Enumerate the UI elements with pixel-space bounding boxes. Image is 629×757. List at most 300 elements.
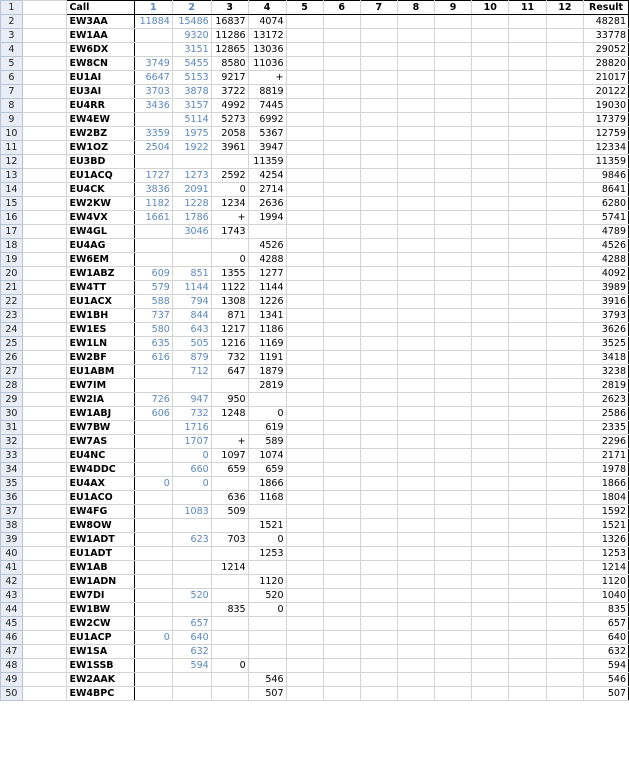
result-cell[interactable]: 1040 (584, 589, 629, 603)
period-3-cell[interactable]: 1743 (211, 225, 248, 239)
period-1-cell[interactable] (134, 673, 172, 687)
period-2-cell[interactable]: 794 (172, 295, 211, 309)
period-10-cell[interactable] (472, 337, 509, 351)
period-8-cell[interactable] (397, 57, 434, 71)
period-2-cell[interactable]: 660 (172, 463, 211, 477)
call-cell[interactable]: EW1AA (67, 29, 134, 43)
period-1-cell[interactable]: 635 (134, 337, 172, 351)
period-8-cell[interactable] (397, 43, 434, 57)
call-cell[interactable]: EW2AAK (67, 673, 134, 687)
period-8-cell[interactable] (397, 155, 434, 169)
period-11-cell[interactable] (509, 281, 546, 295)
result-cell[interactable]: 1326 (584, 533, 629, 547)
period-10-cell[interactable] (472, 169, 509, 183)
period-8-cell[interactable] (397, 645, 434, 659)
period-10-cell[interactable] (472, 645, 509, 659)
period-2-cell[interactable] (172, 253, 211, 267)
period-6-cell[interactable] (323, 505, 360, 519)
period-7-cell[interactable] (360, 127, 397, 141)
period-11-cell[interactable] (509, 29, 546, 43)
period-2-cell[interactable]: 1083 (172, 505, 211, 519)
period-12-cell[interactable] (546, 29, 583, 43)
period-8-cell[interactable] (397, 561, 434, 575)
result-cell[interactable]: 2586 (584, 407, 629, 421)
period-4-cell[interactable]: 13036 (248, 43, 286, 57)
period-12-cell[interactable] (546, 337, 583, 351)
call-cell[interactable]: EU1ACQ (67, 169, 134, 183)
row-header[interactable]: 25 (1, 337, 23, 351)
period-11-cell[interactable] (509, 337, 546, 351)
period-11-cell[interactable] (509, 239, 546, 253)
period-10-cell[interactable] (472, 351, 509, 365)
period-3-cell[interactable] (211, 575, 248, 589)
period-2-cell[interactable]: 1228 (172, 197, 211, 211)
period-5-cell[interactable] (286, 57, 323, 71)
period-4-cell[interactable]: 11036 (248, 57, 286, 71)
period-9-cell[interactable] (434, 589, 471, 603)
period-1-cell[interactable]: 11884 (134, 15, 172, 29)
result-cell[interactable]: 507 (584, 687, 629, 701)
period-3-cell[interactable]: 871 (211, 309, 248, 323)
row-header[interactable]: 7 (1, 85, 23, 99)
row-header[interactable]: 38 (1, 519, 23, 533)
period-10-cell[interactable] (472, 113, 509, 127)
empty-cell[interactable] (22, 477, 67, 491)
period-6-cell[interactable] (323, 141, 360, 155)
period-11-cell[interactable] (509, 421, 546, 435)
period-4-cell[interactable]: 619 (248, 421, 286, 435)
row-header[interactable]: 10 (1, 127, 23, 141)
period-8-cell[interactable] (397, 421, 434, 435)
period-3-cell[interactable]: 3961 (211, 141, 248, 155)
period-6-cell[interactable] (323, 113, 360, 127)
empty-cell[interactable] (22, 253, 67, 267)
empty-cell[interactable] (22, 295, 67, 309)
period-4-cell[interactable]: 1253 (248, 547, 286, 561)
period-3-cell[interactable] (211, 631, 248, 645)
period-9-cell[interactable] (434, 141, 471, 155)
period-11-cell[interactable] (509, 141, 546, 155)
period-4-cell[interactable]: 1341 (248, 309, 286, 323)
row-header[interactable]: 17 (1, 225, 23, 239)
period-9-cell[interactable] (434, 477, 471, 491)
period-12-cell[interactable] (546, 183, 583, 197)
period-2-cell[interactable]: 632 (172, 645, 211, 659)
period-4-cell[interactable]: 2636 (248, 197, 286, 211)
period-10-cell[interactable] (472, 309, 509, 323)
period-6-cell[interactable] (323, 519, 360, 533)
period-5-cell[interactable] (286, 533, 323, 547)
empty-cell[interactable] (22, 687, 67, 701)
period-1-cell[interactable] (134, 379, 172, 393)
period-2-cell[interactable]: 851 (172, 267, 211, 281)
period-2-cell[interactable]: 947 (172, 393, 211, 407)
period-header-10[interactable]: 10 (472, 1, 509, 15)
period-12-cell[interactable] (546, 617, 583, 631)
empty-cell[interactable] (22, 197, 67, 211)
period-12-cell[interactable] (546, 687, 583, 701)
period-5-cell[interactable] (286, 239, 323, 253)
period-1-cell[interactable]: 606 (134, 407, 172, 421)
period-8-cell[interactable] (397, 169, 434, 183)
period-4-cell[interactable]: 4288 (248, 253, 286, 267)
row-header[interactable]: 35 (1, 477, 23, 491)
period-header-11[interactable]: 11 (509, 1, 546, 15)
period-11-cell[interactable] (509, 617, 546, 631)
period-3-cell[interactable]: 1122 (211, 281, 248, 295)
empty-cell[interactable] (22, 127, 67, 141)
empty-cell[interactable] (22, 337, 67, 351)
period-9-cell[interactable] (434, 673, 471, 687)
period-6-cell[interactable] (323, 15, 360, 29)
result-cell[interactable]: 3793 (584, 309, 629, 323)
period-2-cell[interactable] (172, 687, 211, 701)
period-2-cell[interactable]: 844 (172, 309, 211, 323)
period-11-cell[interactable] (509, 365, 546, 379)
period-5-cell[interactable] (286, 351, 323, 365)
period-9-cell[interactable] (434, 379, 471, 393)
period-12-cell[interactable] (546, 673, 583, 687)
empty-cell[interactable] (22, 589, 67, 603)
empty-cell[interactable] (22, 239, 67, 253)
period-10-cell[interactable] (472, 197, 509, 211)
period-6-cell[interactable] (323, 645, 360, 659)
period-7-cell[interactable] (360, 197, 397, 211)
period-2-cell[interactable]: 3878 (172, 85, 211, 99)
period-6-cell[interactable] (323, 309, 360, 323)
result-cell[interactable]: 9846 (584, 169, 629, 183)
period-4-cell[interactable]: + (248, 71, 286, 85)
period-6-cell[interactable] (323, 449, 360, 463)
period-9-cell[interactable] (434, 57, 471, 71)
period-3-cell[interactable]: 509 (211, 505, 248, 519)
period-10-cell[interactable] (472, 421, 509, 435)
result-cell[interactable]: 2819 (584, 379, 629, 393)
row-header[interactable]: 5 (1, 57, 23, 71)
period-6-cell[interactable] (323, 197, 360, 211)
period-7-cell[interactable] (360, 15, 397, 29)
period-5-cell[interactable] (286, 449, 323, 463)
period-11-cell[interactable] (509, 43, 546, 57)
period-1-cell[interactable] (134, 155, 172, 169)
period-5-cell[interactable] (286, 477, 323, 491)
period-12-cell[interactable] (546, 295, 583, 309)
call-cell[interactable]: EW1BW (67, 603, 134, 617)
period-9-cell[interactable] (434, 617, 471, 631)
period-2-cell[interactable]: 712 (172, 365, 211, 379)
period-12-cell[interactable] (546, 239, 583, 253)
period-10-cell[interactable] (472, 211, 509, 225)
period-7-cell[interactable] (360, 225, 397, 239)
period-8-cell[interactable] (397, 687, 434, 701)
period-5-cell[interactable] (286, 491, 323, 505)
period-8-cell[interactable] (397, 365, 434, 379)
empty-cell[interactable] (22, 1, 67, 15)
period-3-cell[interactable]: + (211, 211, 248, 225)
period-8-cell[interactable] (397, 225, 434, 239)
period-1-cell[interactable] (134, 533, 172, 547)
period-11-cell[interactable] (509, 309, 546, 323)
period-7-cell[interactable] (360, 407, 397, 421)
period-9-cell[interactable] (434, 561, 471, 575)
period-12-cell[interactable] (546, 15, 583, 29)
row-header[interactable]: 4 (1, 43, 23, 57)
period-2-cell[interactable]: 5455 (172, 57, 211, 71)
empty-cell[interactable] (22, 659, 67, 673)
period-7-cell[interactable] (360, 57, 397, 71)
result-cell[interactable]: 1120 (584, 575, 629, 589)
period-6-cell[interactable] (323, 659, 360, 673)
period-2-cell[interactable]: 1975 (172, 127, 211, 141)
period-12-cell[interactable] (546, 659, 583, 673)
period-1-cell[interactable] (134, 421, 172, 435)
period-9-cell[interactable] (434, 183, 471, 197)
period-8-cell[interactable] (397, 519, 434, 533)
call-cell[interactable]: EU4RR (67, 99, 134, 113)
period-6-cell[interactable] (323, 617, 360, 631)
period-5-cell[interactable] (286, 155, 323, 169)
call-cell[interactable]: EU4CK (67, 183, 134, 197)
empty-cell[interactable] (22, 449, 67, 463)
period-9-cell[interactable] (434, 393, 471, 407)
period-6-cell[interactable] (323, 631, 360, 645)
period-8-cell[interactable] (397, 449, 434, 463)
period-6-cell[interactable] (323, 589, 360, 603)
period-1-cell[interactable] (134, 519, 172, 533)
period-10-cell[interactable] (472, 575, 509, 589)
period-6-cell[interactable] (323, 351, 360, 365)
period-4-cell[interactable] (248, 393, 286, 407)
row-header[interactable]: 37 (1, 505, 23, 519)
period-1-cell[interactable]: 609 (134, 267, 172, 281)
period-11-cell[interactable] (509, 267, 546, 281)
call-cell[interactable]: EW8CN (67, 57, 134, 71)
period-1-cell[interactable] (134, 449, 172, 463)
period-2-cell[interactable] (172, 673, 211, 687)
period-9-cell[interactable] (434, 631, 471, 645)
period-3-cell[interactable]: 1248 (211, 407, 248, 421)
period-4-cell[interactable]: 2819 (248, 379, 286, 393)
period-5-cell[interactable] (286, 463, 323, 477)
period-10-cell[interactable] (472, 281, 509, 295)
period-11-cell[interactable] (509, 561, 546, 575)
period-5-cell[interactable] (286, 99, 323, 113)
period-8-cell[interactable] (397, 673, 434, 687)
call-cell[interactable]: EU1ACX (67, 295, 134, 309)
row-header[interactable]: 49 (1, 673, 23, 687)
period-6-cell[interactable] (323, 365, 360, 379)
period-3-cell[interactable]: 1234 (211, 197, 248, 211)
row-header[interactable]: 44 (1, 603, 23, 617)
period-8-cell[interactable] (397, 127, 434, 141)
result-cell[interactable]: 21017 (584, 71, 629, 85)
period-4-cell[interactable] (248, 225, 286, 239)
period-3-cell[interactable]: 703 (211, 533, 248, 547)
period-10-cell[interactable] (472, 589, 509, 603)
row-header[interactable]: 23 (1, 309, 23, 323)
result-cell[interactable]: 1804 (584, 491, 629, 505)
period-3-cell[interactable]: 8580 (211, 57, 248, 71)
period-6-cell[interactable] (323, 463, 360, 477)
period-8-cell[interactable] (397, 183, 434, 197)
result-cell[interactable]: 3989 (584, 281, 629, 295)
row-header[interactable]: 3 (1, 29, 23, 43)
period-7-cell[interactable] (360, 351, 397, 365)
period-5-cell[interactable] (286, 561, 323, 575)
period-4-cell[interactable]: 8819 (248, 85, 286, 99)
empty-cell[interactable] (22, 393, 67, 407)
period-1-cell[interactable]: 588 (134, 295, 172, 309)
period-7-cell[interactable] (360, 365, 397, 379)
result-cell[interactable]: 835 (584, 603, 629, 617)
period-8-cell[interactable] (397, 505, 434, 519)
period-6-cell[interactable] (323, 407, 360, 421)
period-12-cell[interactable] (546, 71, 583, 85)
period-1-cell[interactable]: 3836 (134, 183, 172, 197)
period-12-cell[interactable] (546, 253, 583, 267)
period-1-cell[interactable]: 2504 (134, 141, 172, 155)
empty-cell[interactable] (22, 463, 67, 477)
period-12-cell[interactable] (546, 57, 583, 71)
call-cell[interactable]: EW4FG (67, 505, 134, 519)
period-3-cell[interactable]: 1214 (211, 561, 248, 575)
period-11-cell[interactable] (509, 295, 546, 309)
period-5-cell[interactable] (286, 631, 323, 645)
period-12-cell[interactable] (546, 155, 583, 169)
period-5-cell[interactable] (286, 687, 323, 701)
period-7-cell[interactable] (360, 253, 397, 267)
period-1-cell[interactable] (134, 43, 172, 57)
period-8-cell[interactable] (397, 267, 434, 281)
call-cell[interactable]: EW6EM (67, 253, 134, 267)
empty-cell[interactable] (22, 505, 67, 519)
period-9-cell[interactable] (434, 323, 471, 337)
period-2-cell[interactable] (172, 561, 211, 575)
empty-cell[interactable] (22, 547, 67, 561)
period-6-cell[interactable] (323, 99, 360, 113)
period-3-cell[interactable] (211, 239, 248, 253)
call-cell[interactable]: EW7DI (67, 589, 134, 603)
period-2-cell[interactable]: 1273 (172, 169, 211, 183)
period-2-cell[interactable]: 594 (172, 659, 211, 673)
row-header[interactable]: 41 (1, 561, 23, 575)
period-8-cell[interactable] (397, 603, 434, 617)
result-cell[interactable]: 657 (584, 617, 629, 631)
empty-cell[interactable] (22, 491, 67, 505)
period-1-cell[interactable]: 0 (134, 477, 172, 491)
period-6-cell[interactable] (323, 379, 360, 393)
period-4-cell[interactable]: 546 (248, 673, 286, 687)
period-1-cell[interactable]: 3436 (134, 99, 172, 113)
period-9-cell[interactable] (434, 15, 471, 29)
period-1-cell[interactable] (134, 505, 172, 519)
period-8-cell[interactable] (397, 337, 434, 351)
period-2-cell[interactable]: 1707 (172, 435, 211, 449)
period-8-cell[interactable] (397, 393, 434, 407)
result-cell[interactable]: 4288 (584, 253, 629, 267)
period-7-cell[interactable] (360, 99, 397, 113)
period-10-cell[interactable] (472, 57, 509, 71)
period-9-cell[interactable] (434, 225, 471, 239)
call-cell[interactable]: EU1ABM (67, 365, 134, 379)
period-9-cell[interactable] (434, 533, 471, 547)
period-11-cell[interactable] (509, 225, 546, 239)
call-cell[interactable]: EW7BW (67, 421, 134, 435)
period-10-cell[interactable] (472, 155, 509, 169)
period-5-cell[interactable] (286, 589, 323, 603)
period-2-cell[interactable]: 1922 (172, 141, 211, 155)
period-7-cell[interactable] (360, 645, 397, 659)
result-cell[interactable]: 2335 (584, 421, 629, 435)
period-1-cell[interactable] (134, 603, 172, 617)
period-12-cell[interactable] (546, 309, 583, 323)
period-9-cell[interactable] (434, 435, 471, 449)
empty-cell[interactable] (22, 561, 67, 575)
period-1-cell[interactable]: 1727 (134, 169, 172, 183)
call-cell[interactable]: EU1ADT (67, 547, 134, 561)
empty-cell[interactable] (22, 183, 67, 197)
row-header[interactable]: 46 (1, 631, 23, 645)
call-cell[interactable]: EW7IM (67, 379, 134, 393)
period-header-2[interactable]: 2 (172, 1, 211, 15)
call-cell[interactable]: EW1ADN (67, 575, 134, 589)
period-1-cell[interactable] (134, 113, 172, 127)
period-6-cell[interactable] (323, 393, 360, 407)
period-12-cell[interactable] (546, 547, 583, 561)
row-header[interactable]: 8 (1, 99, 23, 113)
period-3-cell[interactable] (211, 673, 248, 687)
period-11-cell[interactable] (509, 673, 546, 687)
period-11-cell[interactable] (509, 169, 546, 183)
period-8-cell[interactable] (397, 99, 434, 113)
period-1-cell[interactable] (134, 687, 172, 701)
empty-cell[interactable] (22, 533, 67, 547)
period-5-cell[interactable] (286, 337, 323, 351)
period-8-cell[interactable] (397, 253, 434, 267)
period-4-cell[interactable] (248, 645, 286, 659)
empty-cell[interactable] (22, 155, 67, 169)
period-7-cell[interactable] (360, 43, 397, 57)
period-10-cell[interactable] (472, 295, 509, 309)
period-11-cell[interactable] (509, 379, 546, 393)
period-2-cell[interactable]: 3046 (172, 225, 211, 239)
period-6-cell[interactable] (323, 253, 360, 267)
period-3-cell[interactable]: 4992 (211, 99, 248, 113)
period-3-cell[interactable]: 732 (211, 351, 248, 365)
period-8-cell[interactable] (397, 295, 434, 309)
empty-cell[interactable] (22, 85, 67, 99)
row-header[interactable]: 42 (1, 575, 23, 589)
period-11-cell[interactable] (509, 85, 546, 99)
period-5-cell[interactable] (286, 407, 323, 421)
period-5-cell[interactable] (286, 547, 323, 561)
call-cell[interactable]: EW1OZ (67, 141, 134, 155)
period-5-cell[interactable] (286, 323, 323, 337)
empty-cell[interactable] (22, 603, 67, 617)
period-7-cell[interactable] (360, 603, 397, 617)
row-header[interactable]: 2 (1, 15, 23, 29)
period-11-cell[interactable] (509, 99, 546, 113)
period-2-cell[interactable]: 505 (172, 337, 211, 351)
empty-cell[interactable] (22, 645, 67, 659)
period-10-cell[interactable] (472, 15, 509, 29)
period-6-cell[interactable] (323, 687, 360, 701)
period-9-cell[interactable] (434, 155, 471, 169)
period-7-cell[interactable] (360, 323, 397, 337)
result-cell[interactable]: 3525 (584, 337, 629, 351)
period-10-cell[interactable] (472, 365, 509, 379)
period-7-cell[interactable] (360, 673, 397, 687)
